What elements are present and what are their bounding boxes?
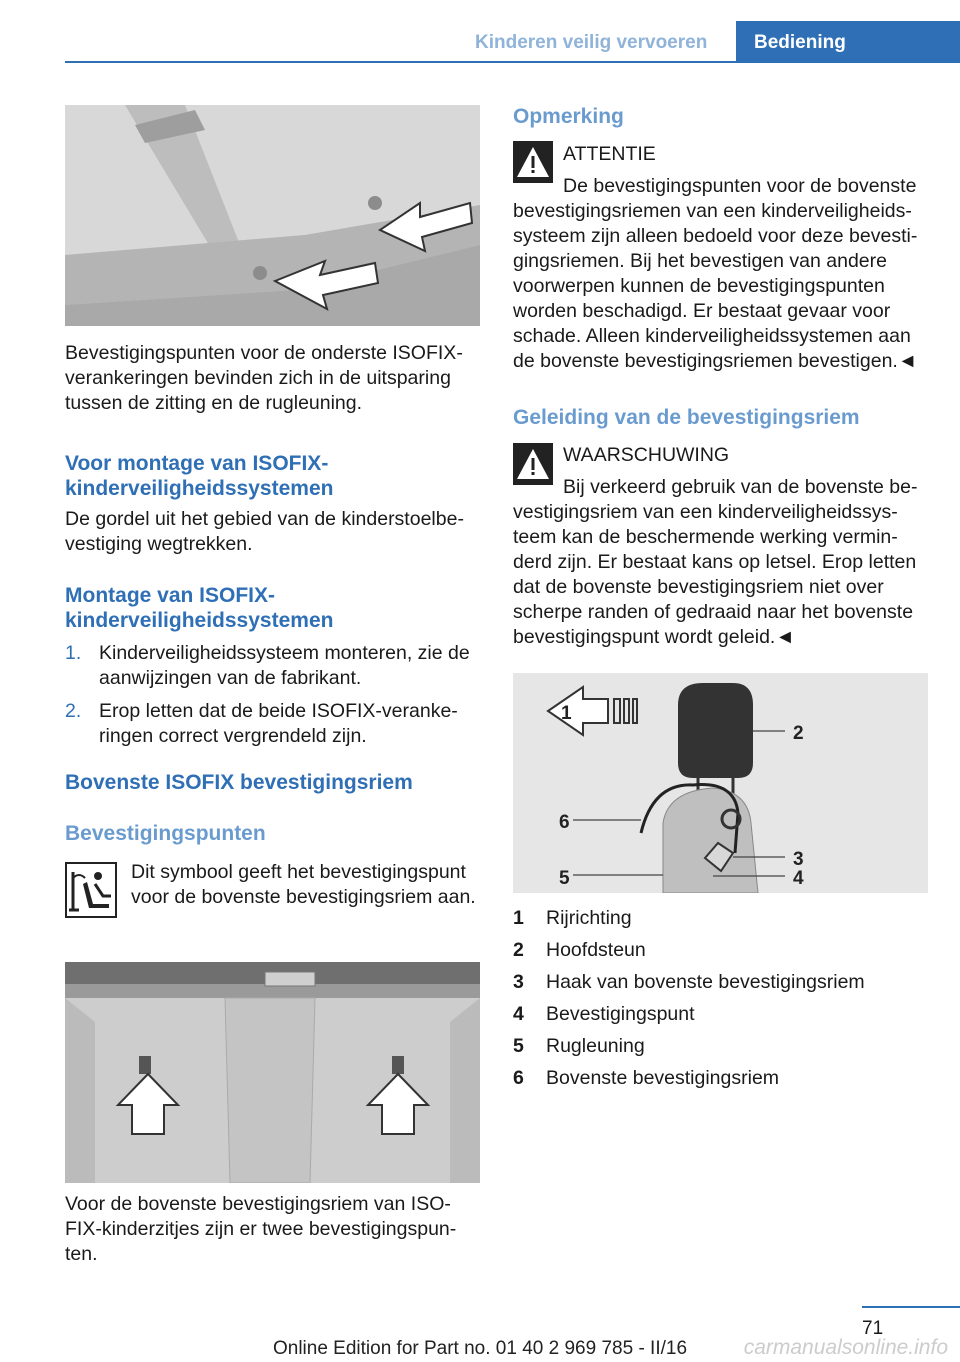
legend-text: Bovenste bevestigingsriem <box>546 1067 780 1089</box>
symbol-description: Dit symbool geeft het bevestigingspunt voor de bovenste bevestigingsriem aan. <box>131 861 476 908</box>
callout-label-4: 4 <box>793 868 804 889</box>
legend-number: 2 <box>513 939 524 961</box>
legend-text: Bevestigingspunt <box>546 1003 695 1025</box>
step-text: Erop letten dat de beide ISOFIX-veranke-ringen correct vergrendeld zijn. <box>99 700 458 747</box>
callout-label-2: 2 <box>793 723 804 744</box>
caption-lower-isofix: Bevestigingspunten voor de onderste ISOFIX-verankeringen bevinden zich in de uitsparing tussen de zitting en de rugleuning. <box>65 342 463 414</box>
heading-voor-montage: Voor montage van ISOFIX-kinderveiligheidssystemen <box>65 452 334 500</box>
cargo-area-photo <box>65 962 480 1183</box>
heading-opmerking: Opmerking <box>513 105 624 128</box>
legend-number: 6 <box>513 1067 524 1089</box>
heading-montage: Montage van ISOFIX-kinderveiligheidssystemen <box>65 584 334 632</box>
watermark: carmanualsonline.info <box>743 1336 948 1359</box>
heading-bovenste-isofix: Bovenste ISOFIX bevestigingsriem <box>65 771 413 794</box>
edition-footer: Online Edition for Part no. 01 40 2 969 785 - II/16 <box>272 1338 688 1359</box>
header-section-title: Kinderen veilig vervoeren <box>475 32 708 53</box>
header-rule <box>65 61 960 63</box>
callout-label-6: 6 <box>559 812 570 833</box>
footer-rule <box>862 1306 960 1308</box>
warning1-title: ATTENTIE <box>563 143 656 165</box>
step-text: Kinderveiligheidssysteem monteren, zie de aanwijzingen van de fabrikant. <box>99 642 470 689</box>
legend-number: 3 <box>513 971 524 993</box>
legend-text: Haak van bovenste bevestigingsriem <box>546 971 865 993</box>
heading-bevestigingspunten: Bevestigingspunten <box>65 822 266 845</box>
warning2-title: WAARSCHUWING <box>563 444 730 466</box>
caption-top-tether: Voor de bovenste bevestigingsriem van ISO-FIX-kinderzitjes zijn er twee bevestigingspun-ten. <box>65 1193 457 1265</box>
heading-geleiding: Geleiding van de bevestigingsriem <box>513 406 860 429</box>
legend-number: 4 <box>513 1003 524 1025</box>
seat-isofix-photo <box>65 105 480 326</box>
step-number: 2. <box>65 700 82 722</box>
header-chapter-tab: Bediening <box>736 21 960 61</box>
warning1-text: De bevestigingspunten voor de bovenste bevestigingsriemen van een kinderveiligheids-systeem zijn alleen bedoeld voor deze bevesti-gingsriemen. Bij het bevestigen van andere voorwerpen kunnen de bevestigingspunten worden beschadigd. Er bestaat gevaar voor schade. Alleen kinderveiligheidssystemen aan de bovenste bevestigingsriemen bevestigen.◄ <box>513 175 918 372</box>
text-voor-montage: De gordel uit het gebied van de kinderstoelbe-vestiging wegtrekken. <box>65 508 464 555</box>
legend-text: Rugleuning <box>546 1035 645 1057</box>
headrest-tether-diagram <box>513 673 928 893</box>
callout-label-1: 1 <box>561 703 572 724</box>
isofix-top-tether-symbol-icon <box>65 862 117 918</box>
page-number: 71 <box>862 1318 884 1339</box>
step-number: 1. <box>65 642 82 664</box>
warning2-text: Bij verkeerd gebruik van de bovenste be-vestigingsriem van een kinderveiligheidssys-teem kan de beschermende werking vermin-derd zijn. Er bestaat kans op letsel. Erop letten dat de bovenste bevestigingsriem niet over scherpe randen of gedraaid naar het bovenste bevestigingspunt wordt geleid.◄ <box>513 476 918 648</box>
callout-label-3: 3 <box>793 849 804 870</box>
legend-text: Hoofdsteun <box>546 939 646 961</box>
legend-number: 5 <box>513 1035 524 1057</box>
legend-text: Rijrichting <box>546 907 632 929</box>
callout-label-5: 5 <box>559 868 570 889</box>
legend-number: 1 <box>513 907 524 929</box>
